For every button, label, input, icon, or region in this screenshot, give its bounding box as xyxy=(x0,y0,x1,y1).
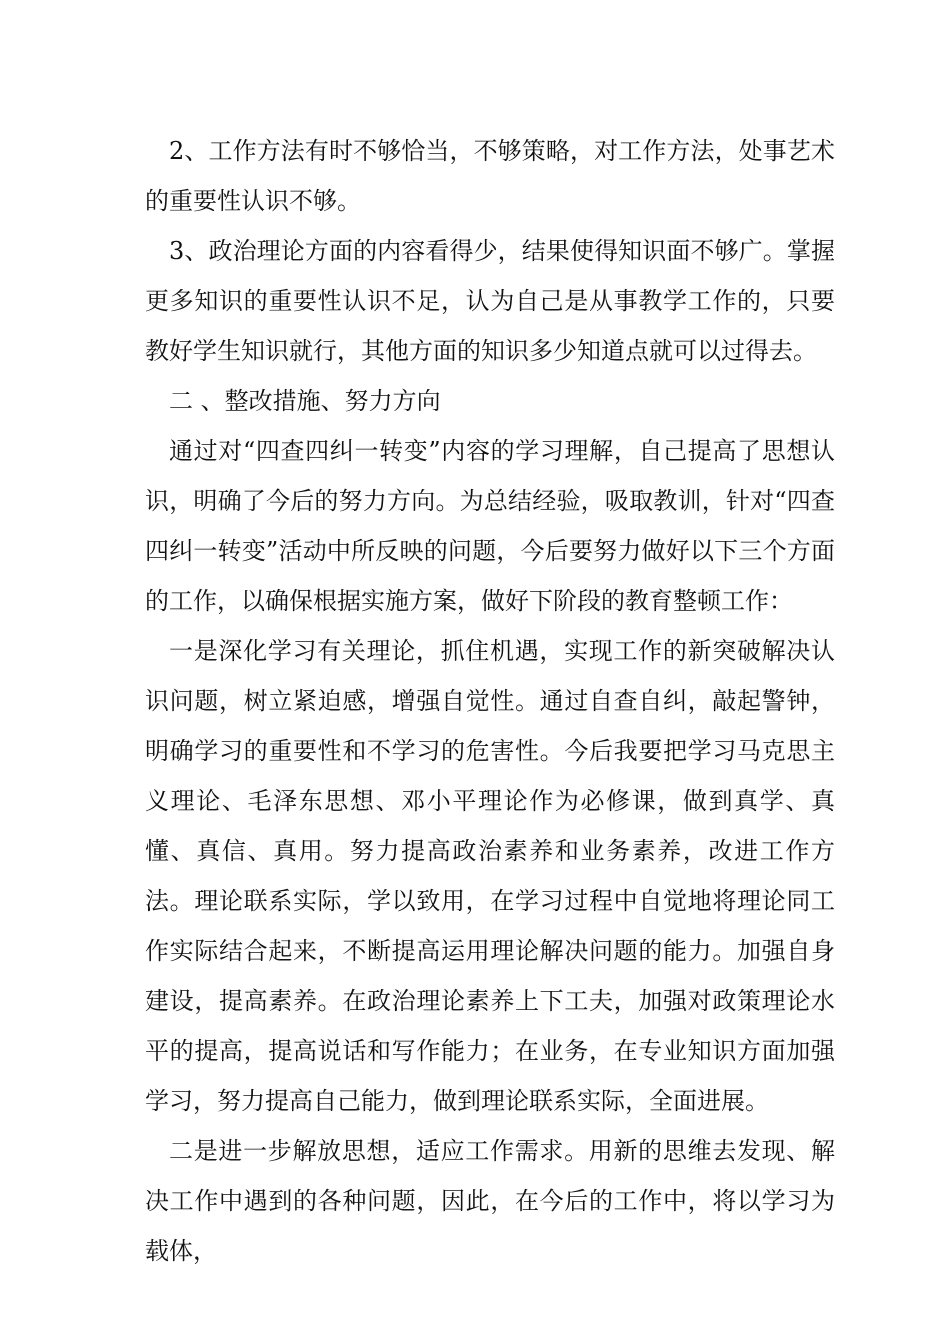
paragraph-intro: 通过对“四查四纠一转变”内容的学习理解，自己提高了思想认识，明确了今后的努力方向。为总结经验，吸取教训，针对“四查四纠一转变”活动中所反映的问题，今后要努力做好以下三个方面的工作，以确保根据实施方案，做好下阶段的教育整顿工作： xyxy=(145,437,835,615)
paragraph-shortcoming-3: 3、政治理论方面的内容看得少，结果使得知识面不够广。掌握更多知识的重要性认识不足，认为自己是从事教学工作的，只要教好学生知识就行，其他方面的知识多少知道点就可以过得去。 xyxy=(145,237,835,365)
paragraph-measure-1: 一是深化学习有关理论，抓住机遇，实现工作的新突破解决认识问题，树立紧迫感，增强自觉性。通过自查自纠，敲起警钟，明确学习的重要性和不学习的危害性。今后我要把学习马克思主义理论、毛泽东思想、邓小平理论作为必修课，做到真学、真懂、真信、真用。努力提高政治素养和业务素养，改进工作方法。理论联系实际，学以致用，在学习过程中自觉地将理论同工作实际结合起来，不断提高运用理论解决问题的能力。加强自身建设，提高素养。在政治理论素养上下工夫，加强对政策理论水平的提高，提高说话和写作能力；在业务，在专业知识方面加强学习，努力提高自己能力，做到理论联系实际，全面进展。 xyxy=(145,637,835,1115)
paragraph-shortcoming-2: 2、工作方法有时不够恰当，不够策略，对工作方法，处事艺术的重要性认识不够。 xyxy=(145,137,835,215)
paragraph-measure-2: 二是进一步解放思想，适应工作需求。用新的思维去发现、解决工作中遇到的各种问题，因此，在今后的工作中，将以学习为载体， xyxy=(145,1137,835,1265)
section-heading-rectification: 二 、整改措施、努力方向 xyxy=(169,387,441,415)
document-body xyxy=(145,126,835,1276)
